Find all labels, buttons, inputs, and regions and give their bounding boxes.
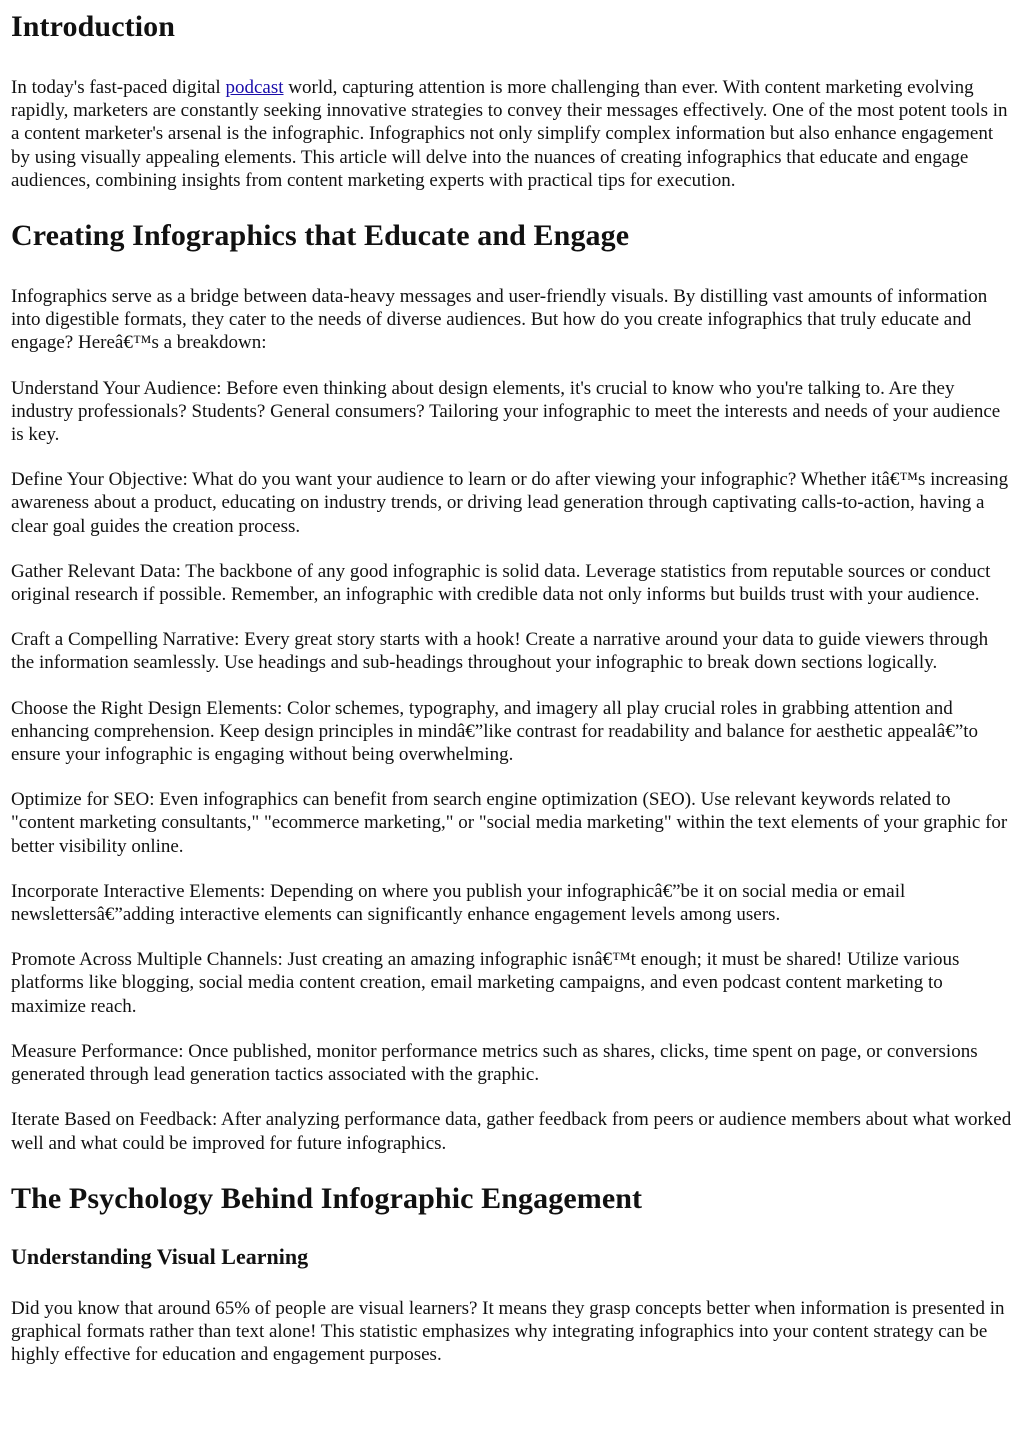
tip-design-elements: Choose the Right Design Elements: Color schemes, typography, and imagery all play crucial roles in grabbing attention and enhancing comprehension. Keep design principles in mindâ€”like contrast for readability and balance for aesthetic appealâ€”to ensure your infographic is engaging without being overwhelming.	[11, 697, 979, 766]
creating-paragraph-intro: Infographics serve as a bridge between data-heavy messages and user-friendly visuals. By distilling vast amounts of information into digestible formats, they cater to the needs of diverse audiences. But how do you create infographics that truly educate and engage? Hereâ€™s a breakdown:	[11, 286, 988, 354]
psychology-heading: The Psychology Behind Infographic Engagement	[11, 1181, 643, 1215]
tip-optimize-seo: Optimize for SEO: Even infographics can benefit from search engine optimization (SEO). Use relevant keywords related to "content marketing consultants," "ecommerce marketing," or "social media marketing" within the text elements of your graphic for better visibility online.	[11, 789, 1008, 857]
creating-infographics-heading: Creating Infographics that Educate and Engage	[11, 219, 630, 253]
podcast-link[interactable]: podcast	[225, 77, 284, 98]
intro-heading: Introduction	[11, 10, 176, 43]
tip-understand-audience: Understand Your Audience: Before even thinking about design elements, it's crucial to know who you're talking to. Are they industry professionals? Students? General consumers? Tailoring your infographic to meet the interests and needs of your audience is key.	[11, 377, 1001, 446]
intro-text-after-link: world, capturing attention is more challenging than ever. With content marketing evolving rapidly, marketers are constantly seeking innovative strategies to convey their messages effectively. One of the most potent tools in a content marketer's arsenal is the infographic. Infographics not only simplify complex information but also enhance engagement by using visually appealing elements. This article will delve into the nuances of creating infographics that educate and engage audiences, combining insights from content marketing experts with practical tips for execution.	[11, 77, 1008, 191]
tip-measure-performance: Measure Performance: Once published, monitor performance metrics such as shares, clicks, time spent on page, or conversions generated through lead generation tactics associated with the graphic.	[11, 1040, 978, 1086]
tip-interactive-elements: Incorporate Interactive Elements: Depending on where you publish your infographicâ€”be it on social media or email newslettersâ€”adding interactive elements can significantly enhance engagement levels among users.	[11, 880, 906, 926]
intro-text-before-link: In today's fast-paced digital	[11, 77, 226, 98]
tip-define-objective: Define Your Objective: What do you want your audience to learn or do after viewing your infographic? Whether itâ€™s increasing awareness about a product, educating on industry trends, or driving lead generation through captivating calls-to-action, having a clear goal guides the creation process.	[11, 469, 1009, 537]
tip-iterate-feedback: Iterate Based on Feedback: After analyzing performance data, gather feedback from peers or audience members about what worked well and what could be improved for future infographics.	[11, 1109, 1012, 1154]
tip-promote-channels: Promote Across Multiple Channels: Just creating an amazing infographic isnâ€™t enough; it must be shared! Utilize various platforms like blogging, social media content creation, email marketing campaigns, and even podcast content marketing to maximize reach.	[11, 949, 960, 1017]
tip-craft-narrative: Craft a Compelling Narrative: Every great story starts with a hook! Create a narrative around your data to guide viewers through the information seamlessly. Use headings and sub-headings throughout your infographic to break down sections logically.	[11, 629, 989, 674]
article	[0, 9, 1024, 1366]
visual-learning-subheading: Understanding Visual Learning	[11, 1243, 309, 1269]
tip-gather-data: Gather Relevant Data: The backbone of any good infographic is solid data. Leverage statistics from reputable sources or conduct original research if possible. Remember, an infographic with credible data not only informs but builds trust with your audience.	[11, 560, 991, 606]
intro-paragraph	[11, 76, 1013, 192]
visual-learning-paragraph: Did you know that around 65% of people are visual learners? It means they grasp concepts better when information is presented in graphical formats rather than text alone! This statistic emphasizes why integrating infographics into your content strategy can be highly effective for education and engagement purposes.	[11, 1297, 1005, 1366]
